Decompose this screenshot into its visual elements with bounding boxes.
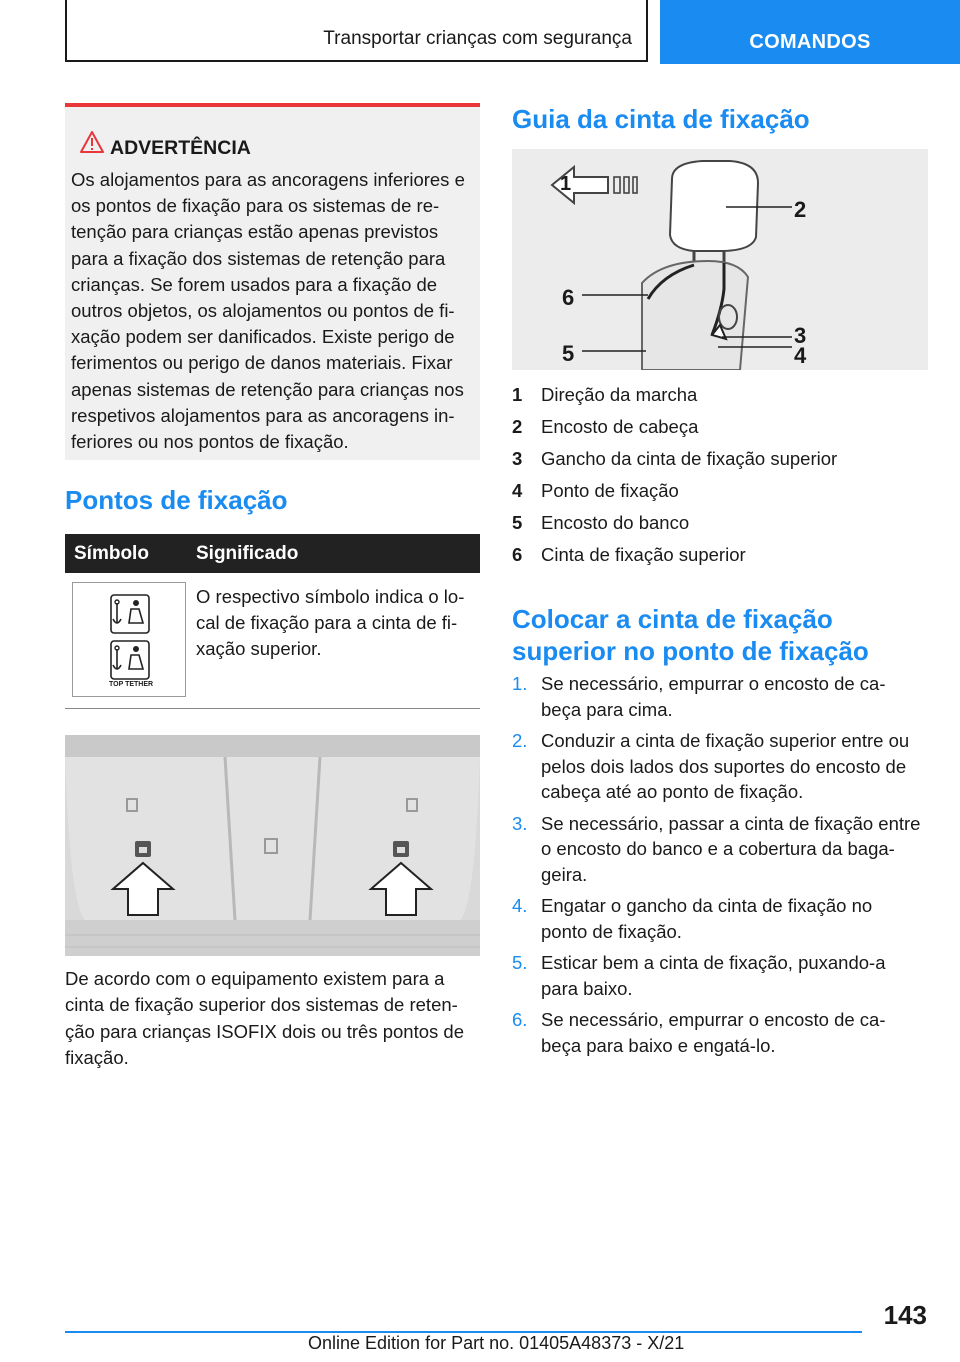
step-item: 3. Se necessário, passar a cinta de fixação entre o encosto do banco e a cobertura da baga- geira.	[512, 812, 921, 885]
page-number: 143	[883, 1300, 927, 1330]
diagram-label-6: 6	[562, 285, 575, 310]
warning-text: Os alojamentos para as ancoragens inferiores e os pontos de fixação para os sistemas de re- tenção para crianças estão apenas previstos para a fixação dos sistemas de retenção para crianças. Se forem usados para a fixação de outros objetos, os alojamentos ou pontos de fi- xação podem ser danificados. Existe perigo de ferimentos ou perigo de danos materiais. Fixar apenas sistemas de retenção para crianças nos respetivos alojamentos para as ancoragens in- feriores ou nos pontos de fixação.	[71, 169, 465, 453]
warning-box	[65, 103, 480, 460]
child-seat-anchor-icon	[73, 583, 185, 696]
steps-list	[512, 671, 932, 1064]
list-item: 4 Ponto de fixação	[512, 480, 679, 501]
list-item: 2 Encosto de cabeça	[512, 416, 699, 437]
list-item: 5 Encosto do banco	[512, 512, 690, 533]
symbol-caption: TOP TETHER	[109, 681, 154, 688]
step-item: 2. Conduzir a cinta de fixação superior entre ou pelos dois lados dos suportes do encosto de cabeça até ao ponto de fixação.	[512, 730, 910, 802]
symbol-cell	[72, 582, 186, 697]
footer-edition: Online Edition for Part no. 01405A48373 - X/21	[308, 1333, 685, 1353]
diagram-label-2: 2	[794, 197, 807, 222]
section-title-pontos: Pontos de fixação	[65, 485, 288, 515]
diagram-label-3: 3	[794, 323, 807, 348]
section-title-guia: Guia da cinta de fixação	[512, 104, 810, 134]
section-title-colocar: Colocar a cinta de fixação superior no ponto de fixação	[512, 604, 869, 666]
table-bottom-rule	[65, 708, 480, 709]
warning-triangle-icon	[80, 131, 104, 153]
step-item: 1. Se necessário, empurrar o encosto de ca- beça para cima.	[512, 673, 886, 720]
table-header	[65, 534, 480, 573]
list-item: 6 Cinta de fixação superior	[512, 544, 746, 565]
step-item: 6. Se necessário, empurrar o encosto de ca- beça para baixo e engatá-lo.	[512, 1009, 886, 1056]
diagram-label-1: 1	[560, 173, 572, 195]
list-item: 3 Gancho da cinta de fixação superior	[512, 448, 838, 469]
section-tab-comandos[interactable]: COMANDOS	[660, 0, 960, 64]
step-item: 5. Esticar bem a cinta de fixação, puxando-a para baixo.	[512, 952, 886, 999]
column-header-meaning: Significado	[196, 543, 299, 564]
list-item: 1 Direção da marcha	[512, 384, 698, 405]
isofix-paragraph: De acordo com o equipamento existem para a cinta de fixação superior dos sistemas de reten- ção para crianças ISOFIX dois ou três pontos de fixação.	[65, 968, 464, 1068]
header-frame	[65, 0, 648, 62]
tether-guide-diagram	[512, 149, 928, 370]
diagram-label-4: 4	[794, 343, 807, 368]
chapter-title: Transportar crianças com segurança	[323, 28, 632, 49]
warning-title: ADVERTÊNCIA	[110, 137, 251, 159]
diagram-legend	[512, 382, 932, 574]
anchor-points-photo	[65, 735, 480, 956]
column-header-symbol: Símbolo	[74, 543, 149, 564]
diagram-label-5: 5	[562, 341, 575, 366]
table-cell-meaning: O respectivo símbolo indica o lo- cal de fixação para a cinta de fi- xação superior.	[196, 586, 465, 659]
step-item: 4. Engatar o gancho da cinta de fixação no ponto de fixação.	[512, 895, 873, 942]
